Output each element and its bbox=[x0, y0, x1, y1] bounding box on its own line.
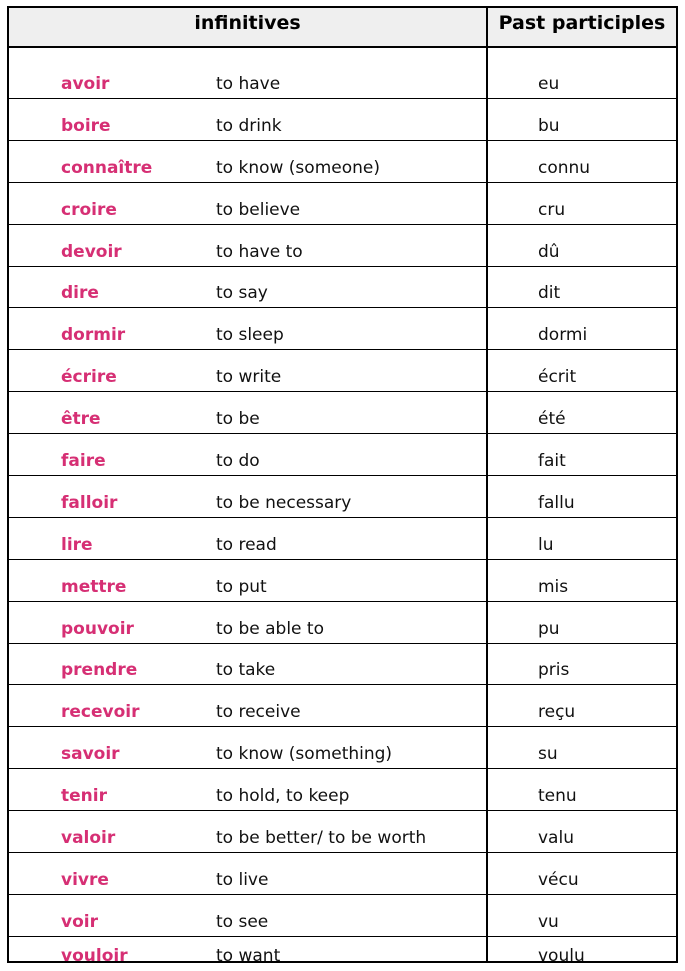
table-row bbox=[9, 392, 676, 434]
verb-table bbox=[7, 6, 678, 966]
table-row bbox=[9, 853, 676, 895]
past-participle-cell: eu bbox=[538, 74, 560, 94]
past-participle-cell: dit bbox=[538, 283, 561, 304]
meaning-cell: to know (something) bbox=[216, 744, 393, 765]
meaning-cell: to do bbox=[216, 451, 260, 472]
table-row bbox=[9, 560, 676, 602]
meaning-cell: to sleep bbox=[216, 325, 284, 346]
past-participle-cell: fait bbox=[538, 451, 566, 472]
infinitive-cell: avoir bbox=[61, 74, 110, 94]
table-row bbox=[9, 434, 676, 476]
meaning-cell: to want bbox=[216, 945, 281, 966]
table-row bbox=[9, 225, 676, 267]
meaning-cell: to receive bbox=[216, 702, 301, 723]
table-row bbox=[9, 99, 676, 141]
past-participle-cell: pris bbox=[538, 660, 570, 681]
past-participle-cell: été bbox=[538, 409, 566, 430]
infinitive-cell: vivre bbox=[61, 869, 109, 890]
infinitive-cell: savoir bbox=[61, 744, 120, 765]
infinitive-cell: voir bbox=[61, 911, 98, 932]
header-infinitives: infinitives bbox=[194, 12, 301, 34]
infinitive-cell: boire bbox=[61, 115, 111, 136]
past-participle-cell: dormi bbox=[538, 325, 588, 346]
meaning-cell: to take bbox=[216, 660, 276, 681]
past-participle-cell: su bbox=[538, 744, 558, 765]
meaning-cell: to say bbox=[216, 283, 268, 304]
table-row bbox=[9, 769, 676, 811]
meaning-cell: to have bbox=[216, 74, 281, 94]
infinitive-cell: valoir bbox=[61, 828, 116, 849]
table-row bbox=[9, 937, 676, 970]
meaning-cell: to be able to bbox=[216, 618, 324, 639]
meaning-cell: to have to bbox=[216, 241, 303, 262]
table-row bbox=[9, 895, 676, 937]
past-participle-cell: valu bbox=[538, 828, 574, 849]
infinitive-cell: dire bbox=[61, 283, 99, 304]
infinitive-cell: vouloir bbox=[61, 945, 128, 966]
meaning-cell: to believe bbox=[216, 199, 301, 220]
past-participle-cell: voulu bbox=[538, 945, 585, 966]
meaning-cell: to know (someone) bbox=[216, 157, 380, 178]
table-row bbox=[9, 602, 676, 644]
table-row bbox=[9, 518, 676, 560]
past-participle-cell: écrit bbox=[538, 367, 577, 388]
header-past-participles: Past participles bbox=[498, 12, 666, 34]
table-row bbox=[9, 476, 676, 518]
past-participle-cell: tenu bbox=[538, 786, 577, 807]
table-row bbox=[9, 350, 676, 392]
past-participle-cell: connu bbox=[538, 157, 591, 178]
meaning-cell: to write bbox=[216, 367, 282, 388]
infinitive-cell: faire bbox=[61, 451, 106, 472]
table-body bbox=[9, 48, 676, 970]
table-row bbox=[9, 685, 676, 727]
past-participle-cell: pu bbox=[538, 618, 560, 639]
infinitive-cell: dormir bbox=[61, 325, 126, 346]
infinitive-cell: être bbox=[61, 409, 101, 430]
table-header bbox=[9, 8, 676, 48]
past-participle-cell: fallu bbox=[538, 492, 575, 513]
table-row bbox=[9, 48, 676, 99]
past-participle-cell: cru bbox=[538, 199, 566, 220]
infinitive-cell: connaître bbox=[61, 157, 153, 178]
infinitive-cell: tenir bbox=[61, 786, 107, 807]
past-participle-cell: vécu bbox=[538, 869, 579, 890]
table-row bbox=[9, 267, 676, 309]
meaning-cell: to live bbox=[216, 869, 269, 890]
infinitive-cell: devoir bbox=[61, 241, 122, 262]
infinitive-cell: prendre bbox=[61, 660, 138, 681]
infinitive-cell: falloir bbox=[61, 492, 118, 513]
infinitive-cell: lire bbox=[61, 534, 93, 555]
meaning-cell: to drink bbox=[216, 115, 282, 136]
table-row bbox=[9, 811, 676, 853]
infinitive-cell: pouvoir bbox=[61, 618, 134, 639]
infinitive-cell: mettre bbox=[61, 576, 127, 597]
past-participle-cell: mis bbox=[538, 576, 569, 597]
meaning-cell: to see bbox=[216, 911, 269, 932]
meaning-cell: to be bbox=[216, 409, 260, 430]
meaning-cell: to be necessary bbox=[216, 492, 352, 513]
meaning-cell: to read bbox=[216, 534, 277, 555]
past-participle-cell: vu bbox=[538, 911, 559, 932]
meaning-cell: to be better/ to be worth bbox=[216, 828, 427, 849]
table-row bbox=[9, 644, 676, 686]
past-participle-cell: reçu bbox=[538, 702, 576, 723]
infinitive-cell: écrire bbox=[61, 367, 117, 388]
meaning-cell: to hold, to keep bbox=[216, 786, 350, 807]
meaning-cell: to put bbox=[216, 576, 267, 597]
infinitive-cell: croire bbox=[61, 199, 117, 220]
past-participle-cell: lu bbox=[538, 534, 554, 555]
infinitive-cell: recevoir bbox=[61, 702, 140, 723]
past-participle-cell: bu bbox=[538, 115, 560, 136]
past-participle-cell: dû bbox=[538, 241, 560, 262]
table-row bbox=[9, 308, 676, 350]
table-row bbox=[9, 727, 676, 769]
table-row bbox=[9, 141, 676, 183]
table-row bbox=[9, 183, 676, 225]
